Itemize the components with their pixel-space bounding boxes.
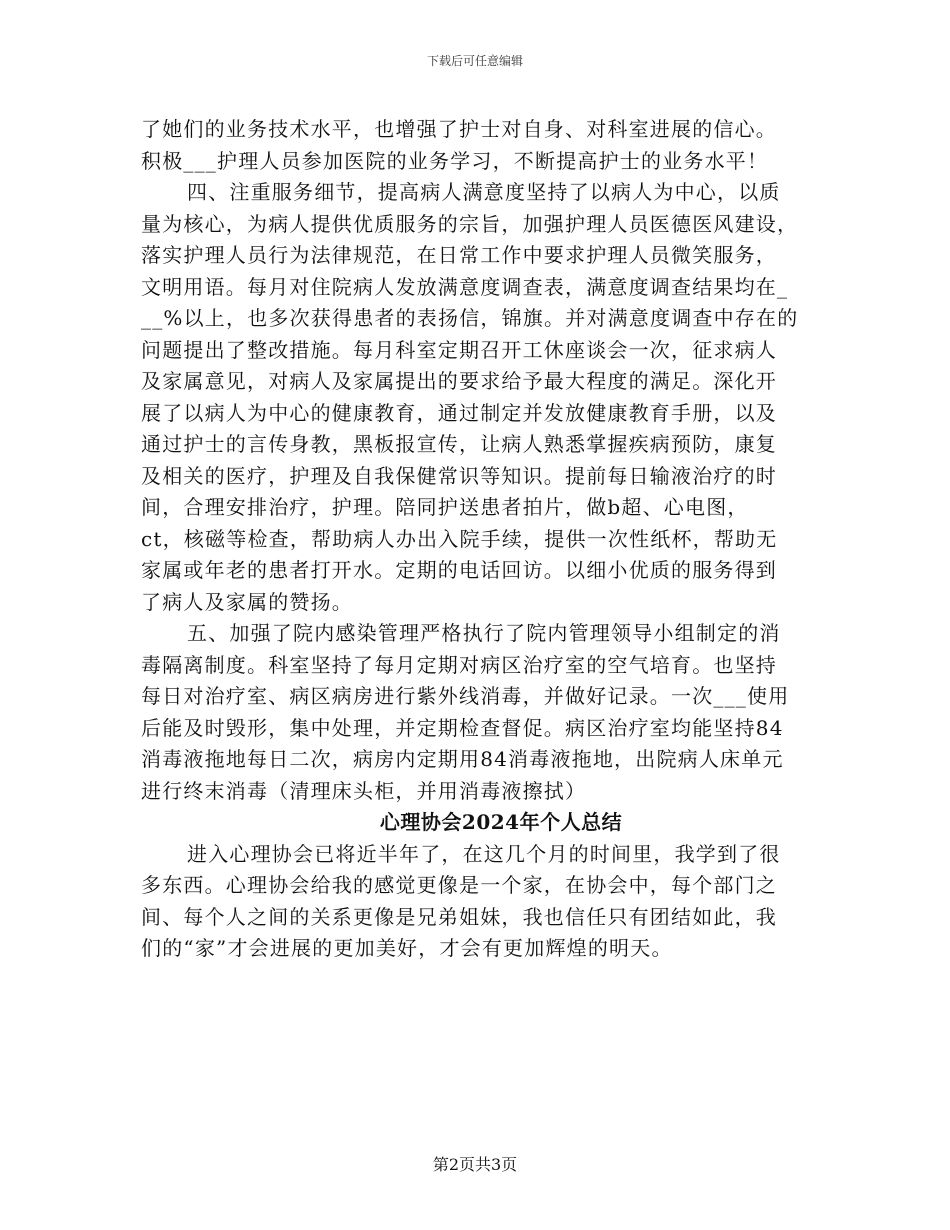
text-line: 毒隔离制度。科室坚持了每月定期对病区治疗室的空气培育。也坚持 <box>141 652 777 677</box>
text-line: 们的“家”才会进展的更加美好，才会有更加辉煌的明天。 <box>141 936 673 960</box>
text-line: __%以上，也多次获得患者的表扬信，锦旗。并对满意度调查中存在的 <box>141 306 799 330</box>
text-line: 积极___护理人员参加医院的业务学习，不断提高护士的业务水平！ <box>141 148 769 173</box>
text-line: 间，合理安排治疗，护理。陪同护送患者拍片，做b超、心电图， <box>141 495 749 519</box>
text-line: 问题提出了整改措施。每月科室定期召开工休座谈会一次，征求病人 <box>141 337 777 362</box>
text-line: 及相关的医疗，护理及自我保健常识等知识。提前每日输液治疗的时 <box>141 463 777 488</box>
text-line: 了她们的业务技术水平，也增强了护士对自身、对科室进展的信心。 <box>141 117 777 141</box>
document-body <box>141 114 821 965</box>
section-title: 心理协会2024年个人总结 <box>379 810 623 834</box>
text-line: 间、每个人之间的关系更像是兄弟姐妹，我也信任只有团结如此，我 <box>141 904 777 929</box>
text-line: 了病人及家属的赞扬。 <box>141 589 353 614</box>
text-line: 及家属意见，对病人及家属提出的要求给予最大程度的满足。深化开 <box>141 369 777 393</box>
paragraph-start-line: 四、注重服务细节，提高病人满意度坚持了以病人为中心，以质 <box>187 180 781 204</box>
text-line: 落实护理人员行为法律规范，在日常工作中要求护理人员微笑服务， <box>141 243 777 267</box>
text-line: 每日对治疗室、病区病房进行紫外线消毒，并做好记录。一次___使用 <box>141 684 790 708</box>
page-footer: 第2页共3页 <box>432 1155 518 1174</box>
text-line: 量为核心，为病人提供优质服务的宗旨，加强护理人员医德医风建设， <box>141 211 799 236</box>
text-line: 文明用语。每月对住院病人发放满意度调查表，满意度调查结果均在_ <box>141 274 789 299</box>
text-line: 通过护士的言传身教，黑板报宣传，让病人熟悉掌握疾病预防，康复 <box>141 432 777 456</box>
text-line: 多东西。心理协会给我的感觉更像是一个家，在协会中，每个部门之 <box>141 873 777 897</box>
text-line: ct，核磁等检查，帮助病人办出入院手续，提供一次性纸杯，帮助无 <box>141 526 778 551</box>
paragraph-start-line: 进入心理协会已将近半年了，在这几个月的时间里，我学到了很 <box>187 841 781 866</box>
text-line: 展了以病人为中心的健康教育，通过制定并发放健康教育手册，以及 <box>141 400 777 425</box>
text-line: 家属或年老的患者打开水。定期的电话回访。以细小优质的服务得到 <box>141 558 777 582</box>
paragraph-start-line: 五、加强了院内感染管理严格执行了院内管理领导小组制定的消 <box>187 621 781 645</box>
page-header: 下载后可任意编辑 <box>426 54 523 68</box>
text-line: 消毒液拖地每日二次，病房内定期用84消毒液拖地，出院病人床单元 <box>141 747 784 771</box>
text-line: 进行终末消毒（清理床头柜，并用消毒液擦拭） <box>141 778 587 803</box>
text-line: 后能及时毁形，集中处理，并定期检查督促。病区治疗室均能坚持84 <box>141 715 784 740</box>
